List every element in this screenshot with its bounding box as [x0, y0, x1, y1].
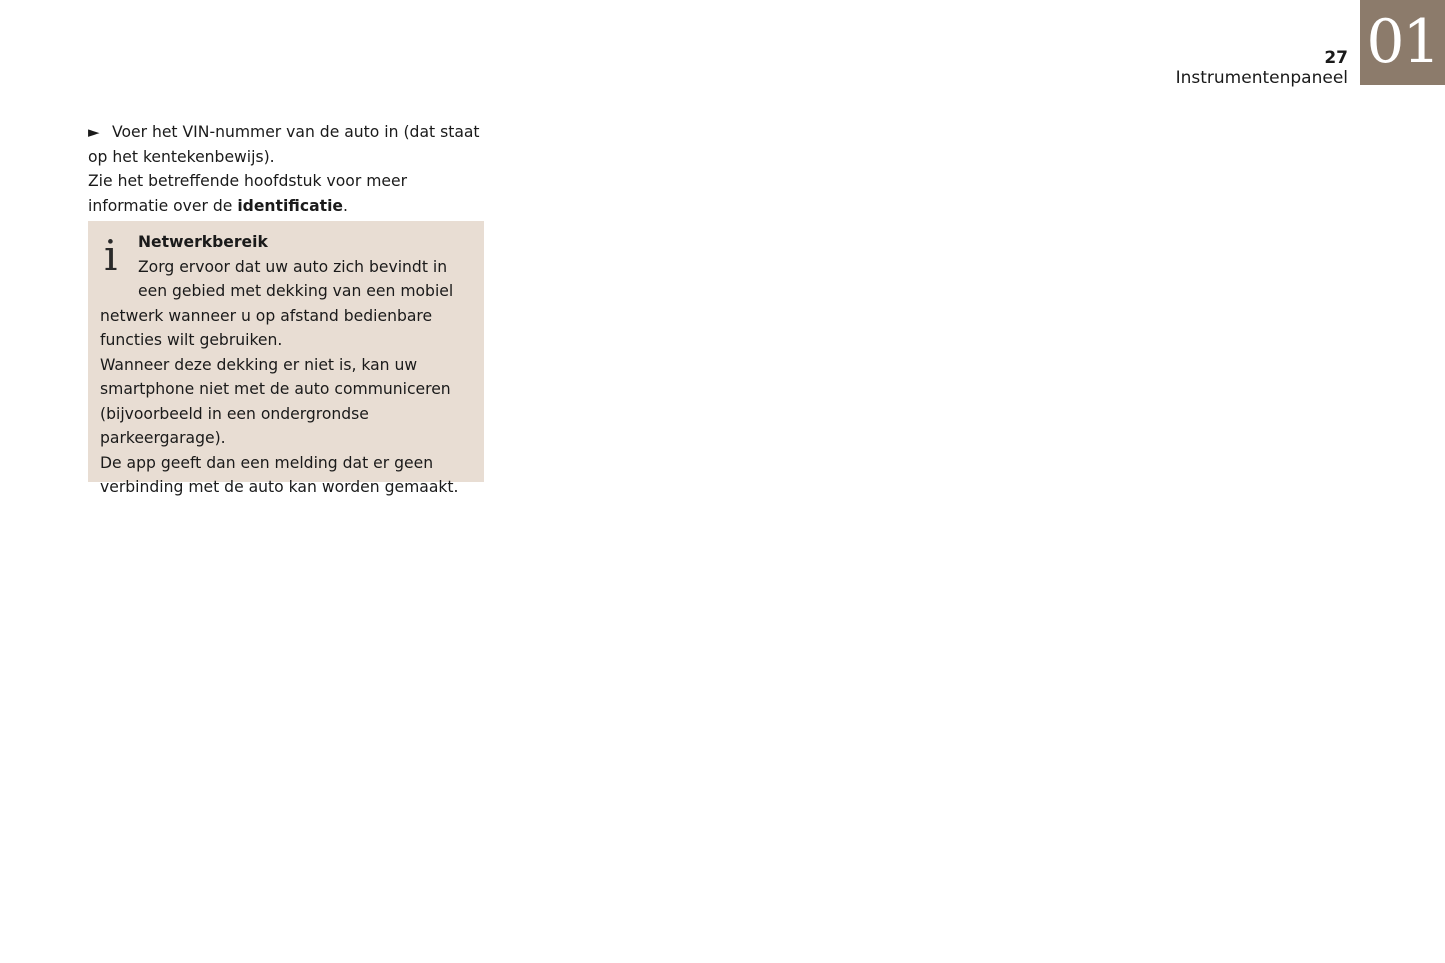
info-paragraph-2: Wanneer deze dekking er niet is, kan uw smartphone niet met de auto communiceren (bijvoorbeeld in een ondergrondse parkeergarage).: [100, 355, 451, 447]
info-heading: Netwerkbereik: [138, 233, 268, 251]
step-instruction: [88, 120, 488, 169]
chapter-title: Instrumentenpaneel: [1175, 68, 1348, 88]
see-also-keyword: identificatie: [237, 196, 343, 215]
triangle-right-icon: ►: [88, 123, 100, 141]
intro-section: [88, 120, 488, 218]
see-also-note: [88, 169, 488, 218]
info-icon: i: [104, 231, 118, 280]
chapter-number: 01: [1366, 7, 1439, 77]
see-also-prefix: Zie het betreffende hoofdstuk voor meer informatie over de: [88, 172, 407, 215]
info-box: [88, 221, 484, 496]
step-text: Voer het VIN-nummer van de auto in (dat staat op het kentekenbewijs).: [88, 123, 480, 166]
info-paragraph-1: Zorg ervoor dat uw auto zich bevindt in een gebied met dekking van een mobiel netwerk wanneer u op afstand bedienbare functies wilt gebruiken.: [100, 257, 454, 349]
page-number: 27: [1324, 48, 1348, 68]
chapter-tab: [1360, 0, 1445, 85]
see-also-suffix: .: [343, 196, 348, 215]
info-paragraph-3: De app geeft dan een melding dat er geen verbinding met de auto kan worden gemaakt.: [100, 453, 459, 496]
